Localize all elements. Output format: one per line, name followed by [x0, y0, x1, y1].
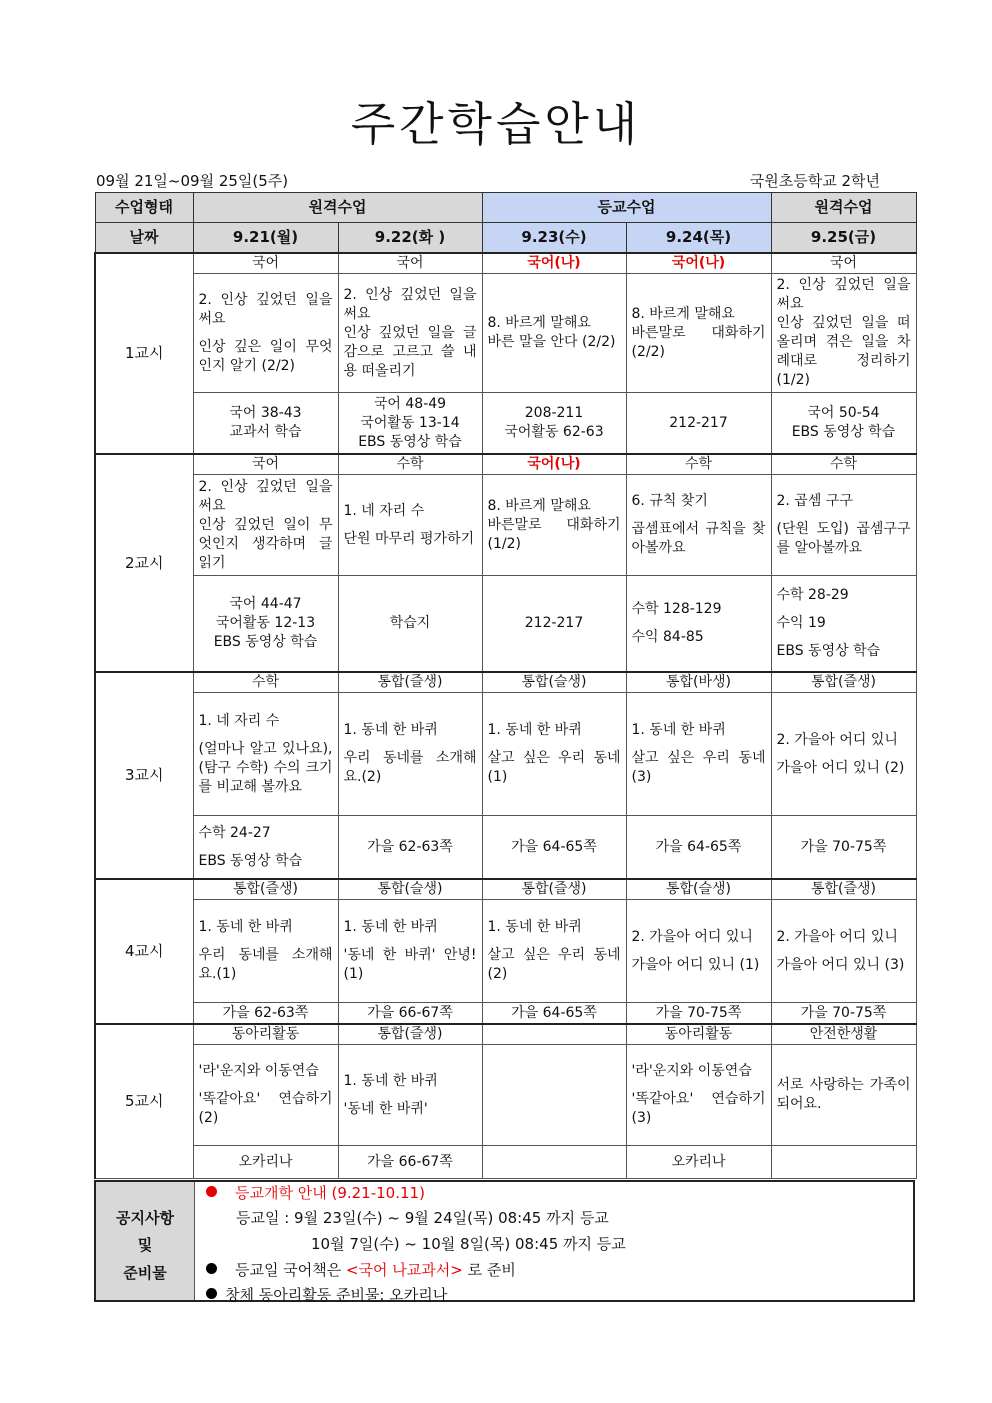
lesson-content-cell [771, 274, 916, 393]
lesson-content-cell [626, 900, 771, 1003]
bullet-icon [206, 1263, 217, 1274]
lesson-content-cell [193, 475, 338, 576]
lesson-line: '라'운지와 이동연습 [631, 1063, 752, 1079]
period-label: 2교시 [95, 454, 193, 672]
lesson-line: (단원 도입) 곱셈구구를 알아볼까요 [776, 521, 911, 556]
textbook-pages-cell [482, 816, 626, 880]
period-label: 5교시 [95, 1024, 193, 1179]
textbook-pages-cell [193, 393, 338, 455]
notice-label-line: 및 [137, 1236, 153, 1254]
pages-line: EBS 동영상 학습 [358, 433, 462, 450]
textbook-pages-cell [626, 393, 771, 455]
lesson-line [777, 947, 911, 956]
lesson-line: 1. 동네 한 바퀴 [631, 722, 726, 738]
notice-line-4 [206, 1259, 516, 1280]
lesson-line: 살고 싶은 우리 동네(2) [487, 947, 621, 982]
pages-line [777, 605, 911, 614]
lesson-content-cell [626, 1045, 771, 1146]
subject-cell: 국어 [338, 253, 482, 274]
lesson-line [344, 937, 477, 946]
lesson-line: 8. 바르게 말해요 [487, 497, 591, 514]
notice-text: 창체 동아리활동 준비물: 오카리나 [225, 1286, 448, 1304]
lesson-line: 가을아 어디 있니 (1) [631, 956, 760, 973]
pages-line: 가을 66-67쪽 [367, 1004, 453, 1021]
textbook-pages-cell [338, 1146, 482, 1179]
lesson-line: 살고 싶은 우리 동네(3) [631, 750, 766, 785]
pages-line [777, 633, 911, 642]
subject-cell: 통합(즐생) [338, 672, 482, 693]
textbook-pages-cell [338, 816, 482, 880]
schedule-table [94, 192, 917, 1179]
lesson-line: 인상 깊었던 일을 떠올리며 겪은 일을 차례대로 정리하기 (1/2) [776, 315, 911, 388]
pages-line: 수익 84-85 [631, 629, 704, 645]
textbook-pages-cell [626, 576, 771, 673]
lesson-line [344, 740, 477, 749]
lesson-line: '라'운지와 이동연습 [198, 1063, 319, 1079]
subject-cell: 통합(즐생) [771, 672, 916, 693]
lesson-line: 2. 가을아 어디 있니 [776, 731, 898, 748]
subject-cell: 수학 [626, 454, 771, 475]
lesson-line: 2. 인상 깊었던 일을 써요 [198, 291, 333, 327]
bullet-icon [206, 1288, 217, 1299]
period-subject-row [95, 253, 916, 274]
subject-cell: 통합(즐생) [338, 1024, 482, 1045]
notice-text: 등교개학 안내 (9.21-10.11) [235, 1184, 425, 1202]
lesson-line: 가을아 어디 있니 (2) [776, 759, 905, 776]
notice-line-1 [206, 1182, 425, 1203]
pages-line: 212-217 [524, 615, 584, 631]
date-label: 날짜 [95, 223, 193, 254]
textbook-pages-cell [193, 1003, 338, 1025]
pages-line: 212-217 [669, 414, 728, 431]
lesson-content-cell [482, 274, 626, 393]
lesson-line: 1. 네 자리 수 [198, 712, 280, 729]
lesson-line [777, 511, 911, 520]
period-content-row [95, 1045, 916, 1146]
date-tue: 9.22(화 ) [338, 223, 482, 254]
period-pages-row [95, 1146, 916, 1179]
page-title: 주간학습안내 [350, 97, 642, 151]
lesson-content-cell [626, 693, 771, 816]
pages-line [632, 619, 766, 628]
lesson-content-cell [338, 274, 482, 393]
notice-line-5 [206, 1284, 447, 1305]
lesson-line [488, 937, 621, 946]
lesson-line: 살고 싶은 우리 동네(1) [487, 750, 621, 785]
subject-cell: 통합(슬생) [338, 879, 482, 900]
notice-label-line: 준비물 [123, 1264, 167, 1282]
pages-line [199, 843, 333, 852]
pages-line: 국어 44-47 [229, 596, 302, 612]
pages-line: 국어 48-49 [373, 395, 447, 412]
period-content-row [95, 475, 916, 576]
remote-class-header: 원격수업 [193, 193, 482, 223]
lesson-line: 곱셈표에서 규칙을 찾아볼까요 [631, 521, 766, 556]
lesson-line: 8. 바르게 말해요 [487, 315, 591, 331]
lesson-line: 가을아 어디 있니 (3) [776, 956, 905, 973]
subject-cell: 국어 [771, 253, 916, 274]
lesson-line: (얼마나 알고 있나요), (탐구 수학) 수의 크기를 비교해 볼까요 [198, 740, 333, 795]
lesson-line [632, 1081, 766, 1090]
lesson-line: 단원 마무리 평가하기 [343, 530, 475, 547]
subject-cell: 국어 [193, 454, 338, 475]
lesson-line [632, 947, 766, 956]
school-grade: 국원초등학교 2학년 [749, 172, 880, 190]
period-pages-row [95, 393, 916, 455]
lesson-line: 바른 말을 안다 (2/2) [487, 334, 616, 350]
lesson-line [344, 521, 477, 530]
date-mon: 9.21(월) [193, 223, 338, 254]
lesson-line: '똑같아요' 연습하기(2) [198, 1091, 333, 1126]
pages-line: 208-211 [524, 405, 584, 421]
type-row [95, 193, 916, 223]
textbook-pages-cell [482, 576, 626, 673]
subject-cell: 통합(즐생) [771, 879, 916, 900]
lesson-content-cell [482, 475, 626, 576]
notice-text: 등교일 국어책은 [235, 1261, 346, 1279]
lesson-content-cell [482, 693, 626, 816]
notice-box [94, 1180, 915, 1302]
lesson-line: 인상 깊었던 일을 글감으로 고르고 쓸 내용 떠올리기 [343, 324, 477, 379]
subject-cell: 안전한생활 [771, 1024, 916, 1045]
subject-cell: 수학 [193, 672, 338, 693]
textbook-pages-cell [626, 1003, 771, 1025]
lesson-line: 1. 동네 한 바퀴 [487, 919, 582, 935]
pages-line: 오카리나 [238, 1153, 293, 1170]
pages-line: 국어활동 12-13 [215, 615, 316, 631]
pages-line: 수학 28-29 [776, 587, 849, 603]
pages-line: 가을 70-75쪽 [655, 1004, 742, 1021]
type-label: 수업형태 [95, 193, 193, 223]
pages-line: 국어활동 62-63 [504, 424, 604, 440]
pages-line: EBS 동영상 학습 [213, 634, 318, 650]
subject-cell: 국어(나) [482, 454, 626, 475]
notice-text: 로 준비 [462, 1261, 516, 1279]
pages-line: EBS 동영상 학습 [776, 643, 881, 659]
pages-line: EBS 동영상 학습 [791, 424, 896, 440]
lesson-content-cell [193, 693, 338, 816]
lesson-line [632, 740, 766, 749]
lesson-line: 2. 인상 깊었던 일을 써요 [198, 478, 333, 514]
textbook-pages-cell [338, 576, 482, 673]
notice-highlight: <국어 나교과서> [345, 1261, 463, 1279]
lesson-content-cell [193, 1045, 338, 1146]
lesson-content-cell [193, 900, 338, 1003]
lesson-line: 인상 깊은 일이 무엇인지 알기 (2/2) [198, 338, 333, 374]
lesson-content-cell [482, 900, 626, 1003]
pages-line: 학습지 [389, 615, 431, 631]
lesson-line: '동네 한 바퀴' [343, 1100, 428, 1117]
pages-line: 가을 64-65쪽 [511, 1004, 597, 1021]
subject-cell: 통합(즐생) [482, 879, 626, 900]
textbook-pages-cell [482, 393, 626, 455]
textbook-pages-cell [193, 1146, 338, 1179]
week-range: 09월 21일~09월 25일(5주) [96, 172, 289, 190]
lesson-content-cell [771, 1045, 916, 1146]
pages-line: 오카리나 [671, 1153, 726, 1170]
lesson-content-cell [771, 900, 916, 1003]
lesson-line: 서로 사랑하는 가족이 되어요. [776, 1077, 911, 1112]
subject-cell: 동아리활동 [626, 1024, 771, 1045]
textbook-pages-cell [193, 816, 338, 880]
lesson-line: 1. 동네 한 바퀴 [343, 919, 438, 935]
lesson-content-cell [626, 274, 771, 393]
lesson-content-cell [626, 475, 771, 576]
period-subject-row [95, 454, 916, 475]
subject-cell: 국어(나) [626, 253, 771, 274]
remote-class-header-2: 원격수업 [771, 193, 916, 223]
pages-line: 가을 70-75쪽 [800, 838, 887, 855]
period-subject-row [95, 879, 916, 900]
textbook-pages-cell [771, 816, 916, 880]
notice-label-line: 공지사항 [116, 1209, 174, 1227]
lesson-line: 2. 가을아 어디 있니 [776, 928, 898, 945]
lesson-content-cell [771, 475, 916, 576]
lesson-line: 인상 깊었던 일이 무엇인지 생각하며 글 읽기 [198, 516, 333, 571]
lesson-line [344, 1091, 477, 1100]
pages-line: 수익 19 [776, 615, 826, 631]
subject-cell: 동아리활동 [193, 1024, 338, 1045]
pages-line: 수학 24-27 [198, 824, 271, 841]
period-label: 4교시 [95, 879, 193, 1024]
subject-cell: 통합(슬생) [626, 879, 771, 900]
lesson-line: 1. 동네 한 바퀴 [487, 722, 582, 738]
textbook-pages-cell [482, 1003, 626, 1025]
lesson-line: 바른말로 대화하기 (2/2) [631, 324, 766, 360]
lesson-line: 2. 인상 깊었던 일을 써요 [343, 286, 477, 322]
textbook-pages-cell [771, 393, 916, 455]
subject-cell: 수학 [338, 454, 482, 475]
date-thu: 9.24(목) [626, 223, 771, 254]
subject-cell: 국어 [193, 253, 338, 274]
pages-line: 가을 64-65쪽 [655, 838, 742, 855]
period-subject-row [95, 1024, 916, 1045]
subject-cell [482, 1024, 626, 1045]
pages-line: 국어 50-54 [807, 405, 880, 421]
textbook-pages-cell [771, 1003, 916, 1025]
lesson-content-cell [338, 475, 482, 576]
textbook-pages-cell [482, 1146, 626, 1179]
lesson-line: 2. 가을아 어디 있니 [631, 928, 753, 945]
lesson-content-cell [338, 900, 482, 1003]
lesson-line: 1. 동네 한 바퀴 [343, 1072, 438, 1089]
lesson-line [632, 511, 766, 520]
lesson-line: 우리 동네를 소개해요.(1) [198, 947, 333, 982]
period-pages-row [95, 576, 916, 673]
period-pages-row [95, 816, 916, 880]
subject-cell: 수학 [771, 454, 916, 475]
lesson-line: '똑같아요' 연습하기(3) [631, 1091, 766, 1126]
lesson-line: 바른말로 대화하기 (1/2) [487, 516, 621, 552]
lesson-line: 1. 네 자리 수 [343, 502, 425, 519]
textbook-pages-cell [771, 576, 916, 673]
pages-line: 수학 128-129 [631, 601, 722, 617]
lesson-line [199, 329, 333, 338]
lesson-content-cell [338, 1045, 482, 1146]
period-label: 1교시 [95, 253, 193, 454]
subject-cell: 국어(나) [482, 253, 626, 274]
textbook-pages-cell [193, 576, 338, 673]
period-label: 3교시 [95, 672, 193, 879]
lesson-line: '동네 한 바퀴' 안녕!(1) [343, 947, 477, 982]
pages-line: 가을 62-63쪽 [367, 838, 453, 855]
lesson-line: 6. 규칙 찾기 [631, 493, 708, 509]
period-content-row [95, 900, 916, 1003]
lesson-line [488, 740, 621, 749]
lesson-line: 2. 곱셈 구구 [776, 493, 853, 509]
school-class-header: 등교수업 [482, 193, 771, 223]
pages-line: 국어 38-43 [229, 405, 302, 421]
lesson-content-cell [771, 693, 916, 816]
pages-line: EBS 동영상 학습 [198, 852, 303, 869]
notice-line-2: 등교일 : 9월 23일(수) ~ 9월 24일(목) 08:45 까지 등교 [236, 1209, 609, 1227]
lesson-line [777, 750, 911, 759]
lesson-content-cell [338, 693, 482, 816]
textbook-pages-cell [338, 393, 482, 455]
subject-cell: 통합(즐생) [193, 879, 338, 900]
notice-label [96, 1182, 195, 1300]
lesson-line [199, 731, 333, 740]
lesson-line [199, 937, 333, 946]
pages-line: 교과서 학습 [229, 424, 302, 440]
pages-line: 가을 64-65쪽 [511, 838, 597, 855]
textbook-pages-cell [338, 1003, 482, 1025]
period-content-row [95, 693, 916, 816]
subject-cell: 통합(슬생) [482, 672, 626, 693]
pages-line: 국어활동 13-14 [360, 414, 460, 431]
lesson-line: 8. 바르게 말해요 [631, 305, 735, 322]
textbook-pages-cell [771, 1146, 916, 1179]
textbook-pages-cell [626, 816, 771, 880]
subject-cell: 통합(바생) [626, 672, 771, 693]
date-fri: 9.25(금) [771, 223, 916, 254]
lesson-line: 1. 동네 한 바퀴 [198, 919, 293, 935]
bullet-icon [206, 1186, 217, 1197]
textbook-pages-cell [626, 1146, 771, 1179]
notice-line-3: 10월 7일(수) ~ 10월 8일(목) 08:45 까지 등교 [311, 1235, 626, 1253]
pages-line: 가을 62-63쪽 [222, 1004, 309, 1021]
date-wed: 9.23(수) [482, 223, 626, 254]
lesson-content-cell [193, 274, 338, 393]
period-subject-row [95, 672, 916, 693]
pages-line: 가을 66-67쪽 [367, 1153, 453, 1170]
pages-line: 가을 70-75쪽 [800, 1004, 887, 1021]
lesson-line: 우리 동네를 소개해요.(2) [343, 750, 477, 785]
lesson-line [199, 1081, 333, 1090]
lesson-line: 2. 인상 깊었던 일을 써요 [776, 277, 911, 312]
period-content-row [95, 274, 916, 393]
lesson-line: 1. 동네 한 바퀴 [343, 722, 438, 738]
period-pages-row [95, 1003, 916, 1025]
date-row [95, 223, 916, 254]
lesson-content-cell [482, 1045, 626, 1146]
